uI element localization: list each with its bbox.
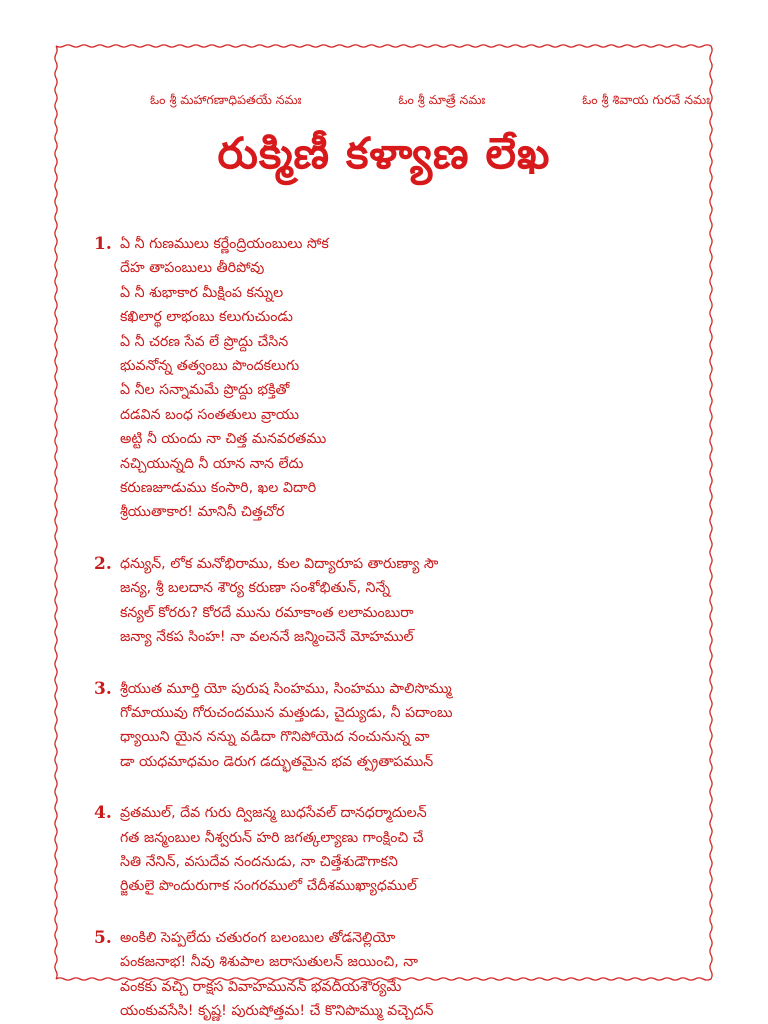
verse-line: ధ్యాయిని యైన నన్ను వడిదా గొనిపోయెద నంచునున్న వా	[120, 729, 430, 746]
verse-line: ఏ నీ గుణములు కర్ణేంద్రియంబులు సోక	[120, 236, 329, 252]
verse-list	[94, 232, 694, 1023]
verse-line: గోమాయువు గోరుచందమున మత్తుడు, చైద్యుడు, నీ పదాంబు	[120, 704, 453, 721]
verse-4	[94, 801, 694, 899]
verse-lines	[120, 232, 694, 525]
invocation-matre: ఓం శ్రీ మాత్రే నమః	[398, 92, 486, 107]
verse-number: 2.	[94, 553, 112, 574]
verse-line: యంకువసేసి! కృష్ణ! పురుషోత్తమ! చే కొనిపొమ్ము వచ్చెదన్	[120, 1002, 434, 1019]
verse-line: దడవిన బంధ సంతతులు వ్రాయు	[120, 406, 300, 423]
verse-line: అట్టి నీ యందు నా చిత్త మనవరతము	[120, 431, 327, 448]
verse-line: అంకిలి సెప్పలేదు చతురంగ బలంబుల తోడనెల్లియో	[120, 929, 396, 946]
verse-line: జన్యా నేకప సింహ! నా వలననే జన్మించెనే మోహముల్	[120, 629, 414, 646]
verse-line: వ్రతముల్, దేవ గురు ద్విజన్మ బుధసేవల్ దానధర్మాదులన్	[120, 805, 427, 822]
page-title: రుక్మిణీ కళ్యాణ లేఖ	[217, 129, 551, 179]
verse-3	[94, 677, 694, 775]
verse-line: కఖిలార్థ లాభంబు కలుగుచుండు	[120, 309, 293, 326]
verse-line: సితి నేనిన్, వసుదేవ నందనుడు, నా చిత్తేశుడౌగాకని	[120, 853, 398, 870]
verse-2	[94, 552, 694, 650]
verse-line: శ్రీయుతాకార! మానినీ చిత్తచోర	[120, 504, 285, 521]
verse-line: ఏ నీ శుభాకార మీక్షింప కన్నుల	[120, 284, 284, 301]
verse-number: 5.	[94, 927, 112, 948]
verse-number: 4.	[94, 803, 112, 824]
verse-lines	[120, 926, 694, 1024]
verse-5	[94, 926, 694, 1024]
verse-lines	[120, 801, 694, 899]
verse-line: గత జన్మంబుల నీశ్వరున్ హరి జగత్కల్యాణు గాంక్షించి చే	[120, 829, 424, 846]
verse-number: 3.	[94, 678, 112, 699]
verse-line: వంకకు వచ్చి రాక్షస వివాహమునన్ భవదీయశౌర్యమే	[120, 978, 402, 995]
invocation-shiva: ఓం శ్రీ శివాయ గురవే నమః	[582, 92, 710, 107]
verse-line: దేహ తాపంబులు తీరిపోవు	[120, 260, 265, 277]
verse-number: 1.	[94, 234, 112, 254]
verse-lines	[120, 677, 694, 775]
verse-line: భువనోన్న తత్వంబు పొందకలుగు	[120, 358, 300, 375]
invocation-ganapati: ఓం శ్రీ మహాగణాధిపతయే నమః	[150, 92, 302, 107]
verse-line: ధన్యున్, లోక మనోభిరాము, కుల విద్యారూప తారుణ్యా సౌ	[120, 555, 439, 572]
verse-line: పంకజనాభ! నీవు శిశుపాల జరాసుతులన్ జయించి, నా	[120, 954, 418, 971]
verse-line: ర్జితులై పొందురుగాక సంగరములో చేదీశముఖ్యాధముల్	[120, 878, 417, 895]
invocation-header	[150, 92, 710, 111]
verse-line: ఏ నీ చరణ సేవ లే ప్రొద్దు చేసిన	[120, 333, 289, 350]
verse-line: ఏ నీల సన్నామమే ప్రొద్దు భక్తితో	[120, 382, 290, 399]
verse-line: జన్య, శ్రీ బలదాన శౌర్య కరుణా సంశోభితున్, నిన్నే	[120, 580, 391, 597]
verse-line: డా యధమాధమం డెరుగ డద్భుతమైన భవ త్ప్రతాపమున్	[120, 753, 434, 770]
verse-lines	[120, 552, 694, 650]
verse-1	[94, 232, 694, 525]
verse-line: కరుణజూడుము కంసారి, ఖల విదారి	[120, 480, 317, 497]
verse-line: శ్రీయుత మూర్తి యో పురుష సింహము, సింహము పాలిసొమ్ము	[120, 680, 452, 697]
verse-line: కన్యల్ కోరరు? కోరదే మును రమాకాంత లలామంబురా	[120, 604, 414, 621]
verse-line: నచ్చియున్నది నీ యాన నాన లేదు	[120, 455, 304, 472]
